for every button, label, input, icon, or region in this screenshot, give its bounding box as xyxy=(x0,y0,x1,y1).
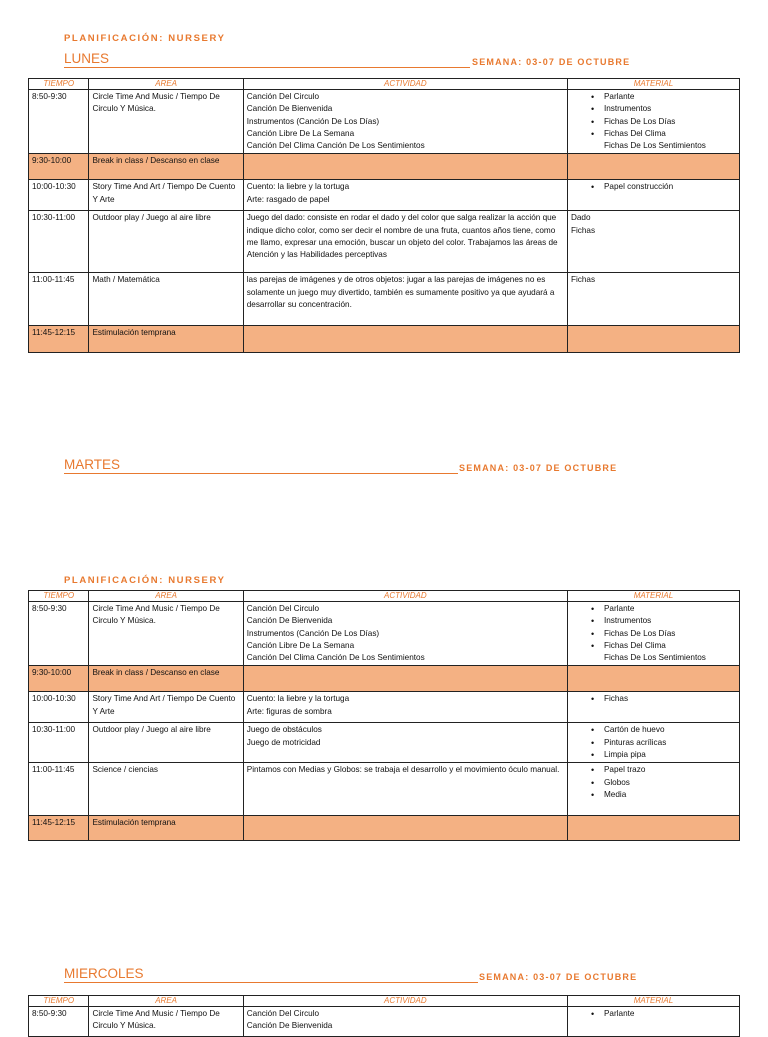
table-row xyxy=(29,180,740,211)
activity-line: Arte: rasgado de papel xyxy=(246,194,330,204)
table-row xyxy=(29,723,740,763)
day-header-martes xyxy=(64,456,634,474)
activity-line: Canción Libre De La Semana xyxy=(246,640,355,650)
time-cell: 8:50-9:30 xyxy=(29,90,89,154)
table-row xyxy=(29,90,740,154)
material-item: • Globos xyxy=(571,777,736,789)
material-cell xyxy=(567,692,739,723)
activity-line: Canción De Bienvenida xyxy=(246,1021,333,1031)
material-item: Fichas De Los Sentimientos xyxy=(603,653,706,663)
activity-line: Cuento: la liebre y la tortuga xyxy=(246,182,350,192)
header-area: AREA xyxy=(89,79,243,90)
material-item: Fichas xyxy=(570,275,596,285)
week-label: SEMANA: 03-07 DE OCTUBRE xyxy=(472,57,631,67)
time-cell: 8:50-9:30 xyxy=(29,602,89,666)
table-row xyxy=(29,1007,740,1037)
material-item: • Fichas De Los Días xyxy=(571,116,736,128)
area-cell: Break in class / Descanso en clase xyxy=(89,154,243,180)
area-cell: Estimulación temprana xyxy=(89,816,243,841)
activity-cell xyxy=(243,763,567,816)
area-cell: Circle Time And Music / Tiempo De Circulo Y Música. xyxy=(89,90,243,154)
material-item: • Media xyxy=(571,789,736,801)
material-cell xyxy=(567,723,739,763)
material-cell xyxy=(567,816,739,841)
area-cell: Story Time And Art / Tiempo De Cuento Y Arte xyxy=(89,180,243,211)
week-label: SEMANA: 03-07 DE OCTUBRE xyxy=(459,463,618,473)
table-row xyxy=(29,154,740,180)
material-cell xyxy=(567,1007,739,1037)
activity-line: Juego de obstáculos xyxy=(246,725,322,735)
material-item: • Limpia pipa xyxy=(571,749,736,761)
material-item: Fichas xyxy=(570,225,596,235)
time-cell: 11:45-12:15 xyxy=(29,326,89,353)
day-underline xyxy=(64,473,458,474)
activity-line: Canción Del Circulo xyxy=(246,604,320,613)
material-item: • Parlante xyxy=(571,91,736,103)
table-row xyxy=(29,692,740,723)
schedule-table-miercoles xyxy=(28,995,740,1037)
material-item: • Fichas xyxy=(571,693,736,705)
material-item: • Fichas Del Clima xyxy=(571,128,736,140)
material-list xyxy=(571,181,736,193)
table-row xyxy=(29,763,740,816)
material-item: • Instrumentos xyxy=(571,103,736,115)
activity-cell xyxy=(243,602,567,666)
area-cell: Break in class / Descanso en clase xyxy=(89,666,243,692)
material-list xyxy=(571,91,736,152)
activity-line: Juego del dado: consiste en rodar el dado y del color que salga realizar la acción que indique dicho color, como ser decir el nombre de una fruta, cuantos años tiene, como me llamo, expresar una emoción, buscar un objeto del color. Trabajamos las áreas de Atención y las Habilidades perceptivas xyxy=(246,213,558,260)
activity-line: Canción Del Clima Canción De Los Sentimientos xyxy=(246,653,425,663)
activity-cell xyxy=(243,723,567,763)
activity-cell xyxy=(243,154,567,180)
header-area: AREA xyxy=(89,591,243,602)
material-item: Dado xyxy=(570,213,591,223)
material-item: • Instrumentos xyxy=(571,615,736,627)
header-tiempo: TIEMPO xyxy=(29,996,89,1007)
day-underline xyxy=(64,982,478,983)
day-underline xyxy=(64,67,470,68)
time-cell: 11:45-12:15 xyxy=(29,816,89,841)
activity-cell xyxy=(243,666,567,692)
table-row xyxy=(29,602,740,666)
schedule-table-lunes xyxy=(28,78,740,353)
header-actividad: ACTIVIDAD xyxy=(243,996,567,1007)
material-list xyxy=(571,724,736,761)
time-cell: 8:50-9:30 xyxy=(29,1007,89,1037)
header-material: MATERIAL xyxy=(567,591,739,602)
table-row xyxy=(29,211,740,273)
material-list xyxy=(571,693,736,705)
activity-line: Pintamos con Medias y Globos: se trabaja el desarrollo y el movimiento óculo manual. xyxy=(246,765,560,775)
activity-line: Canción Del Circulo xyxy=(246,1009,320,1018)
material-cell xyxy=(567,273,739,326)
material-item: Fichas De Los Sentimientos xyxy=(603,141,706,151)
activity-line: Canción De Bienvenida xyxy=(246,104,333,114)
activity-cell xyxy=(243,1007,567,1037)
activity-cell xyxy=(243,180,567,211)
time-cell: 9:30-10:00 xyxy=(29,666,89,692)
material-cell xyxy=(567,154,739,180)
activity-line: Canción Libre De La Semana xyxy=(246,128,355,138)
activity-line: las parejas de imágenes y de otros objetos: jugar a las parejas de imágenes no es solamente un juego muy divertido, también es sumamente positivo ya que ayudará a desarrollar su concentración. xyxy=(246,275,555,310)
material-item: • Cartón de huevo xyxy=(571,724,736,736)
material-item: • Fichas De Los Días xyxy=(571,628,736,640)
material-item: • Pinturas acrílicas xyxy=(571,737,736,749)
activity-cell xyxy=(243,692,567,723)
material-list xyxy=(571,1008,736,1020)
activity-cell xyxy=(243,326,567,353)
day-name: MARTES xyxy=(64,457,121,472)
activity-line: Canción Del Circulo xyxy=(246,92,320,101)
material-cell xyxy=(567,211,739,273)
material-cell xyxy=(567,763,739,816)
header-actividad: ACTIVIDAD xyxy=(243,79,567,90)
activity-line: Instrumentos (Canción De Los Días) xyxy=(246,628,380,638)
time-cell: 10:00-10:30 xyxy=(29,692,89,723)
activity-line: Juego de motricidad xyxy=(246,737,321,747)
plan-title: PLANIFICACIÓN: NURSERY xyxy=(64,33,226,44)
table-row xyxy=(29,273,740,326)
area-cell: Circle Time And Music / Tiempo De Circulo Y Música. xyxy=(89,602,243,666)
activity-cell xyxy=(243,211,567,273)
plan-title: PLANIFICACIÓN: NURSERY xyxy=(64,575,226,586)
time-cell: 9:30-10:00 xyxy=(29,154,89,180)
header-tiempo: TIEMPO xyxy=(29,79,89,90)
area-cell: Math / Matemática xyxy=(89,273,243,326)
material-list xyxy=(571,764,736,801)
activity-line: Instrumentos (Canción De Los Días) xyxy=(246,116,380,126)
activity-cell xyxy=(243,90,567,154)
activity-cell xyxy=(243,816,567,841)
material-cell xyxy=(567,180,739,211)
material-cell xyxy=(567,666,739,692)
material-item: • Fichas Del Clima xyxy=(571,640,736,652)
activity-line: Canción Del Clima Canción De Los Sentimientos xyxy=(246,141,425,151)
header-material: MATERIAL xyxy=(567,79,739,90)
week-label: SEMANA: 03-07 DE OCTUBRE xyxy=(479,972,638,982)
material-item: • Parlante xyxy=(571,603,736,615)
header-area: AREA xyxy=(89,996,243,1007)
schedule-table-martes xyxy=(28,590,740,841)
time-cell: 10:00-10:30 xyxy=(29,180,89,211)
time-cell: 10:30-11:00 xyxy=(29,211,89,273)
activity-line: Canción De Bienvenida xyxy=(246,616,333,626)
table-row xyxy=(29,666,740,692)
day-header-lunes xyxy=(64,50,634,68)
activity-line: Arte: figuras de sombra xyxy=(246,706,332,716)
day-name: MIERCOLES xyxy=(64,966,144,981)
material-item: • Papel construcción xyxy=(571,181,736,193)
table-row xyxy=(29,326,740,353)
area-cell: Circle Time And Music / Tiempo De Circulo Y Música. xyxy=(89,1007,243,1037)
material-cell xyxy=(567,602,739,666)
area-cell: Story Time And Art / Tiempo De Cuento Y Arte xyxy=(89,692,243,723)
material-cell xyxy=(567,326,739,353)
material-list xyxy=(571,603,736,664)
header-actividad: ACTIVIDAD xyxy=(243,591,567,602)
area-cell: Outdoor play / Juego al aire libre xyxy=(89,211,243,273)
material-item: • Parlante xyxy=(571,1008,736,1020)
material-cell xyxy=(567,90,739,154)
time-cell: 10:30-11:00 xyxy=(29,723,89,763)
activity-cell xyxy=(243,273,567,326)
area-cell: Outdoor play / Juego al aire libre xyxy=(89,723,243,763)
table-row xyxy=(29,816,740,841)
area-cell: Science / ciencias xyxy=(89,763,243,816)
time-cell: 11:00-11:45 xyxy=(29,273,89,326)
header-tiempo: TIEMPO xyxy=(29,591,89,602)
day-name: LUNES xyxy=(64,51,110,66)
activity-line: Cuento: la liebre y la tortuga xyxy=(246,694,350,704)
material-item: • Papel trazo xyxy=(571,764,736,776)
day-header-miercoles xyxy=(64,965,638,983)
header-material: MATERIAL xyxy=(567,996,739,1007)
area-cell: Estimulación temprana xyxy=(89,326,243,353)
time-cell: 11:00-11:45 xyxy=(29,763,89,816)
